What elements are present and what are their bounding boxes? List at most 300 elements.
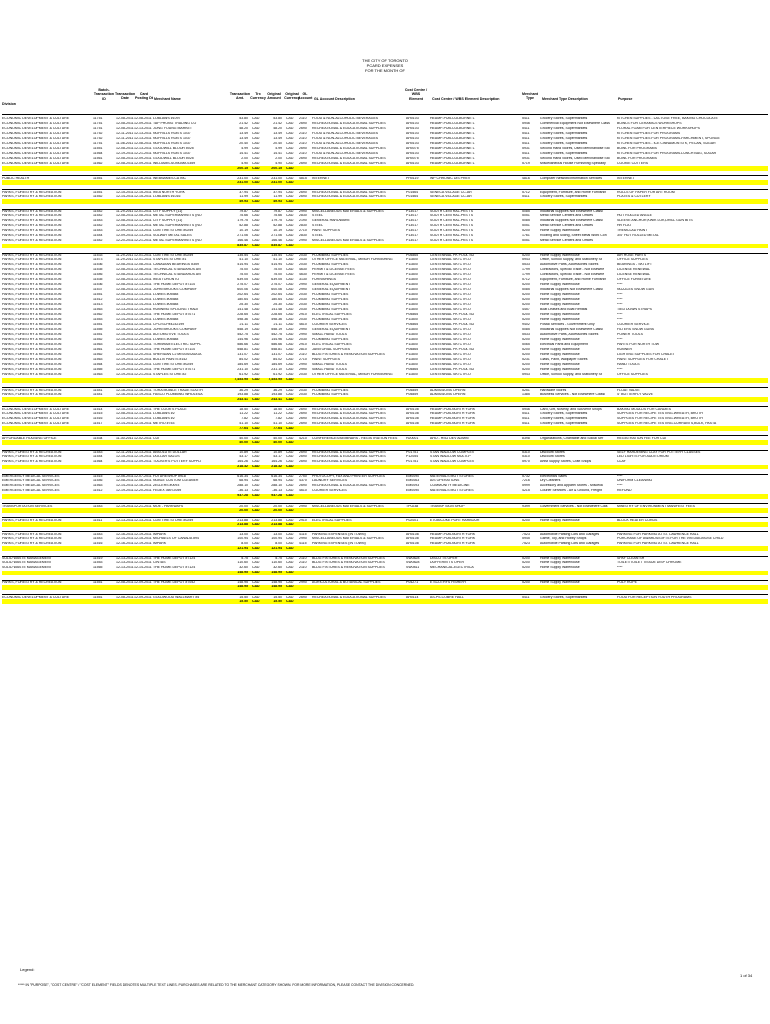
cell-batch-id: 11565 bbox=[93, 566, 103, 570]
cell-original-currency: CAD bbox=[286, 303, 294, 307]
cell-original-amount: 20.00 bbox=[273, 504, 282, 508]
cell-merchant-type-description: Electronics Sales bbox=[540, 475, 567, 479]
cell-transaction-amount: 43.17 bbox=[239, 455, 248, 459]
cell-purpose: OFFICE SUPPLIES bbox=[617, 373, 648, 377]
cell-division: PARKS, FORESTRY & RECREATION bbox=[2, 318, 62, 322]
cell-gl-account: 4630 bbox=[299, 273, 307, 277]
cell-merchant-type-description: Equipment, Furniture, and Home Furnishin bbox=[540, 278, 607, 282]
cell-cost-centre-description: SOUTH CENTRAL-PKS TS bbox=[430, 219, 474, 223]
cell-posting-date: 12-09-2011 bbox=[134, 156, 152, 160]
cell-transaction-amount: 13.49 bbox=[239, 136, 248, 140]
cell-merchant-type: 5943 bbox=[522, 373, 530, 377]
cell-original-amount: 2.00 bbox=[275, 156, 282, 160]
cell-transaction-date: 12-14-2011 bbox=[116, 536, 134, 540]
cell-merchant-name: GOLDWOOD WALLMART #4 bbox=[153, 595, 200, 599]
cell-purpose: INTERNET bbox=[617, 176, 635, 180]
cell-merchant-type: 5200 bbox=[522, 561, 530, 565]
cell-trx-currency: CAD bbox=[252, 397, 260, 401]
cell-trx-currency: CAD bbox=[252, 293, 260, 297]
cell-cost-centre-description: CENTENNIAL SKI CTR-O bbox=[430, 373, 471, 377]
cell-gl-description: PLUMBING SUPPLIES bbox=[312, 338, 349, 342]
cell-purpose: COOKIE CUTTERS bbox=[617, 161, 649, 165]
subtotal-row bbox=[2, 508, 768, 513]
col-header-cost-centre: Cost Centre / WBS Element bbox=[404, 88, 428, 101]
cell-gl-account: 2990 bbox=[299, 239, 307, 243]
cell-merchant-type-description: Grocery Stores, Supermarkets bbox=[540, 411, 588, 415]
cell-trx-currency: CAD bbox=[252, 268, 260, 272]
cell-original-currency: CAD bbox=[286, 116, 294, 120]
cell-gl-description: GENERAL EQUIPMENT bbox=[312, 328, 351, 332]
cell-transaction-amount: 218.32 bbox=[237, 465, 248, 469]
cell-purpose: SLEEVE ANCHOR,KWIK LOK,DRILL GUN BITS bbox=[617, 219, 693, 223]
cell-purpose: OFFICE SUPPLIES bbox=[617, 258, 648, 262]
cell-division: PARKS, FORESTRY & RECREATION bbox=[2, 273, 62, 277]
cell-cost-centre: AH0108 bbox=[406, 421, 419, 425]
cell-original-currency: CAD bbox=[286, 460, 294, 464]
cell-cost-centre-description: CENTENNIAL SKI CTR-O bbox=[430, 318, 471, 322]
cell-transaction-date: 12-08-2011 bbox=[116, 224, 134, 228]
cell-division: PARKS, FORESTRY & RECREATION bbox=[2, 268, 62, 272]
cell-transaction-amount: 15.50 bbox=[239, 595, 248, 599]
cell-merchant-type: 5712 bbox=[522, 190, 530, 194]
cell-gl-account: 2690 bbox=[299, 421, 307, 425]
cell-batch-id: 11541 bbox=[93, 388, 103, 392]
cell-transaction-date: 12-08-2011 bbox=[116, 219, 134, 223]
cell-original-currency: CAD bbox=[286, 229, 294, 233]
cell-trx-currency: CAD bbox=[252, 161, 260, 165]
cell-gl-description: RECREATIONAL & EDUCATIONAL SUPPLIES bbox=[312, 194, 386, 198]
cell-gl-account: 2030 bbox=[299, 388, 307, 392]
cell-transaction-amount: 14.41 bbox=[239, 151, 248, 155]
cell-cost-centre: P05865 bbox=[406, 368, 419, 372]
cell-merchant-name: THE HOME DEPOT #7071 bbox=[153, 313, 196, 317]
cell-transaction-amount: 41.10 bbox=[239, 421, 248, 425]
col-header-cost-centre-description: Cost Centre / WBS Element Description bbox=[432, 97, 500, 101]
cell-cost-centre: AH0103 bbox=[406, 116, 419, 120]
cell-gl-account: 2110 bbox=[299, 561, 307, 565]
cell-gl-description: LAUNDRY SERVICES bbox=[312, 479, 348, 483]
cell-gl-account: 2690 bbox=[299, 161, 307, 165]
cell-transaction-amount: 121.94 bbox=[237, 546, 248, 550]
cell-gl-description: RECREATIONAL & EDUCATIONAL SUPPLIES bbox=[312, 451, 386, 455]
cell-cost-centre: AH0103 bbox=[406, 136, 419, 140]
cell-merchant-type: 5200 bbox=[522, 348, 530, 352]
cell-gl-description: FURNISHINGS bbox=[312, 278, 337, 282]
cell-merchant-type-description: Home Supply Warehouse bbox=[540, 229, 580, 233]
cell-merchant-type: 5200 bbox=[522, 318, 530, 322]
cell-cost-centre: P11800 bbox=[406, 318, 418, 322]
cell-cost-centre-description: SENECA VILLAGE CC-AR bbox=[430, 194, 472, 198]
cell-cost-centre: P11800 bbox=[406, 263, 418, 267]
cell-cost-centre-description: WP CHRONIC DIS PREV bbox=[430, 176, 471, 180]
cell-cost-centre-description: SENECA VILLAGE CC-AR bbox=[430, 190, 472, 194]
cell-batch-id: 11551 bbox=[93, 333, 103, 337]
cell-transaction-amount: 75.00 bbox=[239, 273, 248, 277]
cell-original-amount: 10.89 bbox=[273, 451, 282, 455]
cell-merchant-type: 4816 bbox=[522, 176, 530, 180]
cell-original-amount: 193.88 bbox=[271, 392, 282, 396]
cell-division: PARKS, FORESTRY & RECREATION bbox=[2, 288, 62, 292]
cell-original-amount: 75.00 bbox=[273, 273, 282, 277]
cell-original-currency: CAD bbox=[286, 161, 294, 165]
cell-gl-description: PLUMBING SUPPLIES bbox=[312, 303, 349, 307]
cell-trx-currency: CAD bbox=[252, 199, 260, 203]
cell-original-currency: CAD bbox=[286, 373, 294, 377]
cell-original-currency: CAD bbox=[286, 504, 294, 508]
cell-gl-account: 2990 bbox=[299, 283, 307, 287]
cell-merchant-type: 5946 bbox=[522, 407, 530, 411]
subtotal-row bbox=[2, 571, 768, 576]
cell-gl-account: 2690 bbox=[299, 460, 307, 464]
cell-cost-centre-description: HEAMP-PUB-NORTH YORK bbox=[430, 532, 476, 536]
cell-gl-description: PAINT SUPPLIES bbox=[312, 358, 341, 362]
cell-merchant-type-description: Automotive Parts, Accessories Stores bbox=[540, 333, 599, 337]
cell-division: PARKS, FORESTRY & RECREATION bbox=[2, 190, 62, 194]
cell-batch-id: 11536 bbox=[93, 263, 103, 267]
cell-gl-account: 2110 bbox=[299, 557, 307, 561]
cell-gl-description: RECREATIONAL & EDUCATIONAL SUPPLIES bbox=[312, 121, 386, 125]
cell-merchant-name: FUTURESHOP #918 bbox=[153, 475, 186, 479]
cell-gl-description: OTHER OFFICE MATERIAL, MINOR FURNISHING bbox=[312, 373, 393, 377]
cell-cost-centre: SW0828 bbox=[406, 561, 420, 565]
cell-gl-account: 2110 bbox=[299, 566, 307, 570]
cell-merchant-type: 5200 bbox=[522, 368, 530, 372]
cell-original-amount: 32.60 bbox=[273, 566, 282, 570]
cell-trx-currency: CAD bbox=[252, 489, 260, 493]
cell-original-currency: CAD bbox=[286, 288, 294, 292]
cell-original-currency: CAD bbox=[286, 323, 294, 327]
cell-original-currency: CAD bbox=[286, 214, 294, 218]
cell-posting-date: 12-15-2011 bbox=[134, 323, 152, 327]
subtotal-row bbox=[2, 180, 768, 185]
cell-posting-date: 12-02-2011 bbox=[134, 436, 152, 440]
cell-merchant-type-description: Grocery Stores, Supermarkets bbox=[540, 421, 588, 425]
cell-transaction-date: 12-08-2011 bbox=[116, 161, 134, 165]
cell-transaction-date: 12-08-2011 bbox=[116, 126, 134, 130]
cell-merchant-name: MOE - PARKWAYS bbox=[153, 504, 184, 508]
cell-transaction-amount: 498.36 bbox=[237, 318, 248, 322]
cell-original-amount: 7,453.95 bbox=[268, 378, 282, 382]
cell-merchant-type-description: Dry Cleaners bbox=[540, 479, 561, 483]
cell-original-amount: 84.02 bbox=[273, 358, 282, 362]
cell-purpose: **** bbox=[617, 313, 623, 317]
cell-merchant-type: 5411 bbox=[522, 141, 530, 145]
cell-cost-centre: P11800 bbox=[406, 293, 418, 297]
cell-posting-date: 12-08-2011 bbox=[134, 214, 152, 218]
cell-gl-account: 4610 bbox=[299, 489, 307, 493]
cell-division: PARKS, FORESTRY & RECREATION bbox=[2, 338, 62, 342]
cell-transaction-amount: 131.07 bbox=[237, 353, 248, 357]
cell-original-currency: CAD bbox=[286, 475, 294, 479]
cell-original-currency: CAD bbox=[286, 308, 294, 312]
cell-merchant-type-description: Home Supply Warehouse bbox=[540, 293, 580, 297]
cell-original-currency: CAD bbox=[286, 258, 294, 262]
cell-merchant-name: STAPLES STORE #1 bbox=[153, 258, 187, 262]
cell-merchant-type: 5085 bbox=[522, 328, 530, 332]
cell-division: ECONOMIC DEVELOPMENT & CULTURE bbox=[2, 131, 70, 135]
cell-trx-currency: CAD bbox=[252, 258, 260, 262]
cell-gl-description: RECREATIONAL & EDUCATIONAL SUPPLIES bbox=[312, 161, 386, 165]
cell-purpose: LIGHTING SUPPLIES FOR CHALET bbox=[617, 353, 675, 357]
cell-division: PARKS, FORESTRY & RECREATION bbox=[2, 358, 62, 362]
cell-transaction-amount: 231.10 bbox=[237, 368, 248, 372]
cell-gl-description: PERMIT & LICENSE FEES bbox=[312, 268, 355, 272]
cell-purpose: FLORAL FOAM FOR CENTERPIECE WORKSHOPS bbox=[617, 126, 700, 130]
cell-original-amount: 558.81 bbox=[271, 348, 282, 352]
cell-transaction-date: 12-08-2011 bbox=[116, 263, 134, 267]
cell-merchant-type: 4457 bbox=[522, 308, 530, 312]
cell-division: PARKS, FORESTRY & RECREATION bbox=[2, 373, 62, 377]
cell-gl-account: 2990 bbox=[299, 288, 307, 292]
cell-cost-centre-description: ETOBICOKE PORT HARBOUR bbox=[430, 518, 480, 522]
cell-merchant-name: GOODWILL BLOOR #025 bbox=[153, 156, 194, 160]
cell-original-amount: 616.34 bbox=[271, 475, 282, 479]
cell-posting-date: 12-01-2011 bbox=[134, 210, 152, 214]
cell-transaction-amount: 77.64 bbox=[239, 426, 248, 430]
cell-division: PARKS, FORESTRY & RECREATION bbox=[2, 229, 62, 233]
cell-gl-account: 2910 bbox=[299, 343, 307, 347]
cell-transaction-date: 12-19-2011 bbox=[116, 151, 134, 155]
cell-cost-centre: AH0108 bbox=[406, 416, 419, 420]
cell-original-currency: CAD bbox=[286, 268, 294, 272]
cell-posting-date: 12-08-2011 bbox=[134, 273, 152, 277]
cell-posting-date: 12-13-2011 bbox=[134, 126, 152, 130]
cell-transaction-amount: 75.00 bbox=[239, 268, 248, 272]
cell-purpose: HOT ROLLED ANGLE bbox=[617, 214, 652, 218]
cell-purpose: REGISTRATION FEE FOR CUI bbox=[617, 436, 667, 440]
cell-posting-date: 12-15-2011 bbox=[134, 313, 152, 317]
subtotal-row bbox=[2, 440, 768, 445]
cell-trx-currency: CAD bbox=[252, 156, 260, 160]
cell-batch-id: 11565 bbox=[93, 368, 103, 372]
cell-original-currency: CAD bbox=[286, 131, 294, 135]
cell-cost-centre-description: CENTENNIAL SKI CTR-O bbox=[430, 263, 471, 267]
cell-posting-date: 12-19-2011 bbox=[134, 348, 152, 352]
cell-gl-account: 2690 bbox=[299, 146, 307, 150]
cell-cost-centre-description: SOUTH CENTRAL-PKS TS bbox=[430, 210, 474, 214]
cell-cost-centre-description: AS-PS-COBRE HALL bbox=[430, 595, 464, 599]
cell-cost-centre: P11800 bbox=[406, 273, 418, 277]
cell-gl-description: PAINT SUPPLIES bbox=[312, 229, 341, 233]
cell-original-currency: CAD bbox=[286, 298, 294, 302]
cell-transaction-date: 12-06-2011 bbox=[116, 475, 134, 479]
cell-gl-account: 2990 bbox=[299, 210, 307, 214]
cell-original-currency: CAD bbox=[286, 440, 294, 444]
legend-note: ***** IN "PURPOSE", "COST CENTRE" / "COST ELEMENT" FIELDS DENOTES MULTIPLE TEXT LINES. PURCHASES ARE RELATED TO THE MERCHANT CATEGORY SHOWN. FOR MORE INFORMATION, PLEASE CONTACT THE DIVISION CONCERNED. bbox=[18, 983, 415, 987]
cell-trx-currency: CAD bbox=[252, 479, 260, 483]
cell-gl-description: PHOTOCOPY, FAX AND PRINTER SUPPLIES bbox=[312, 475, 386, 479]
cell-merchant-type-description: Home Supply Warehouse bbox=[540, 581, 580, 585]
cell-original-amount: 21.11 bbox=[273, 323, 282, 327]
cell-cost-centre-description: CENTENNIAL PK POOL SU bbox=[430, 323, 475, 327]
legend-label: Legend: bbox=[20, 967, 35, 972]
cell-cost-centre-description: CENTENNIAL SKI CTR-O bbox=[430, 328, 471, 332]
cell-purpose: COURIER SERVICE bbox=[617, 323, 650, 327]
cell-trx-currency: CAD bbox=[252, 504, 260, 508]
cell-original-amount: 148.95 bbox=[271, 571, 282, 575]
cell-original-amount: 7.82 bbox=[275, 416, 282, 420]
subtotal-row bbox=[2, 585, 768, 590]
cell-original-currency: CAD bbox=[286, 484, 294, 488]
cell-division: EMERGENCY MEDICAL SERVICES bbox=[2, 475, 60, 479]
cell-gl-description: STEEL bbox=[312, 214, 324, 218]
cell-transaction-amount: 53.80 bbox=[239, 116, 248, 120]
col-header-batch-id: Batch- Transaction ID bbox=[93, 88, 115, 101]
cell-merchant-type-description: Glass, Paint, Wallpaper Stores bbox=[540, 358, 588, 362]
cell-gl-description: PLUMBING SUPPLIES bbox=[312, 388, 349, 392]
cell-trx-currency: CAD bbox=[252, 353, 260, 357]
cell-posting-date: 12-19-2011 bbox=[134, 455, 152, 459]
cell-gl-description: PLUMBING SUPPLIES bbox=[312, 298, 349, 302]
cell-division: ECONOMIC DEVELOPMENT & CULTURE bbox=[2, 116, 70, 120]
cell-trx-currency: CAD bbox=[252, 358, 260, 362]
cell-original-amount: 40.00 bbox=[273, 440, 282, 444]
cell-division: PARKS, FORESTRY & RECREATION bbox=[2, 283, 62, 287]
cell-division: SOLID WASTE MANAGEMENT bbox=[2, 561, 52, 565]
cell-purpose: TOILET/TOILET TISSUE DISP CHROME bbox=[617, 561, 682, 565]
cell-cost-centre-description: MATERIALS MGT STORES bbox=[430, 489, 474, 493]
cell-posting-date: 12-13-2011 bbox=[134, 136, 152, 140]
cell-posting-date: 12-01-2011 bbox=[134, 258, 152, 262]
cell-merchant-type: 5200 bbox=[522, 518, 530, 522]
cell-cost-centre-description: HEAMP-PUB-NORTH YORK bbox=[430, 421, 476, 425]
cell-trx-currency: CAD bbox=[252, 522, 260, 526]
cell-purpose: LICENSE RENEWAL bbox=[617, 273, 651, 277]
cell-merchant-type: 9402 bbox=[522, 323, 530, 327]
cell-transaction-date: 12-15-2011 bbox=[116, 328, 134, 332]
cell-merchant-type-description: Grocery Stores, Supermarkets bbox=[540, 151, 588, 155]
cell-gl-description: BLDG FIXTURES & RENOVATION SUPPLIES bbox=[312, 353, 385, 357]
cell-merchant-type-description: Home Supply Warehouse bbox=[540, 303, 580, 307]
cell-purpose: BOWLS FOR CERAMICS WORKSHOPS bbox=[617, 121, 682, 125]
cell-original-currency: CAD bbox=[286, 536, 294, 540]
cell-original-currency: CAD bbox=[286, 273, 294, 277]
cell-cost-centre: P04271 bbox=[406, 581, 419, 585]
cell-batch-id: 11516 bbox=[93, 541, 103, 545]
cell-trx-currency: CAD bbox=[252, 224, 260, 228]
cell-original-amount: 5.75 bbox=[275, 557, 282, 561]
cell-cost-centre-description: CENTENNIAL SKI CTR-O bbox=[430, 358, 471, 362]
cell-merchant-type-description: Hardware Stores bbox=[540, 388, 567, 392]
cell-purpose: **** bbox=[617, 368, 623, 372]
cell-original-currency: CAD bbox=[286, 293, 294, 297]
cell-transaction-amount: 11.99 bbox=[239, 194, 248, 198]
cell-gl-account: 2110 bbox=[299, 116, 307, 120]
cell-merchant-type: 5411 bbox=[522, 151, 530, 155]
cell-original-amount: 271.06 bbox=[271, 234, 282, 238]
cell-merchant-name: TORBRAM ELECTRIC SUPPL bbox=[153, 343, 202, 347]
cell-posting-date: 12-15-2011 bbox=[134, 194, 152, 198]
cell-division: ECONOMIC DEVELOPMENT & CULTURE bbox=[2, 141, 70, 145]
cell-gl-account: 2690 bbox=[299, 451, 307, 455]
cell-posting-date: 12-08-2011 bbox=[134, 141, 152, 145]
cell-original-currency: CAD bbox=[286, 358, 294, 362]
cell-merchant-type-description: Home Supply Warehouse bbox=[540, 283, 580, 287]
cell-merchant-name: METAL SUPERMARKETS (NO bbox=[153, 224, 202, 228]
cell-cost-centre: P13017 bbox=[406, 239, 419, 243]
cell-original-amount: 61.92 bbox=[273, 373, 282, 377]
cell-purpose: HR FLAT bbox=[617, 224, 632, 228]
cell-batch-id: 11752 bbox=[93, 136, 103, 140]
cell-posting-date: 12-20-2011 bbox=[134, 343, 152, 347]
cell-cost-centre-description: CENTENNIAL SKI CTR-O bbox=[430, 273, 471, 277]
cell-trx-currency: CAD bbox=[252, 219, 260, 223]
cell-cost-centre: P05865 bbox=[406, 348, 419, 352]
cell-cost-centre: AH0108 bbox=[406, 536, 419, 540]
cell-gl-account: 2030 bbox=[299, 392, 307, 396]
cell-gl-description: ELECTRICAL SUPPLIES bbox=[312, 518, 352, 522]
cell-purpose: KITCHEN SUPPLIES FOR PROGRAMS-PARCHMENT, SPONGE bbox=[617, 136, 720, 140]
cell-cost-centre-description: HEAMP-PUB-COLBORNE L bbox=[430, 136, 475, 140]
cell-cost-centre-description: HEAMP-PUB-COLBORNE L bbox=[430, 116, 475, 120]
cell-original-currency: CAD bbox=[286, 388, 294, 392]
cell-merchant-name: NOFRILLS ROB S 1037 bbox=[153, 151, 191, 155]
cell-trx-currency: CAD bbox=[252, 298, 260, 302]
cell-merchant-type: 7216 bbox=[522, 479, 530, 483]
report-title bbox=[300, 58, 470, 74]
cell-original-currency: CAD bbox=[286, 557, 294, 561]
cell-merchant-type: 5200 bbox=[522, 581, 530, 585]
cell-merchant-name: THE HOME DEPOT #7124 bbox=[153, 566, 196, 570]
cell-batch-id: 11533 bbox=[93, 254, 103, 258]
cell-merchant-type: 5533 bbox=[522, 333, 530, 337]
cell-trx-currency: CAD bbox=[252, 180, 260, 184]
cell-original-currency: CAD bbox=[286, 180, 294, 184]
cell-gl-description: RECREATIONAL & EDUCATIONAL SUPPLIES bbox=[312, 421, 386, 425]
cell-gl-description: RECREATIONAL & EDUCATIONAL SUPPLIES bbox=[312, 156, 386, 160]
cell-cost-centre: TP0238 bbox=[406, 504, 419, 508]
cell-merchant-name: SOLWAY METAL SALES bbox=[153, 234, 192, 238]
cell-original-amount: 131.07 bbox=[271, 353, 282, 357]
cell-division: PARKS, FORESTRY & RECREATION bbox=[2, 388, 62, 392]
cell-merchant-type-description: Grocery Stores, Supermarkets bbox=[540, 131, 588, 135]
cell-merchant-type: 5200 bbox=[522, 338, 530, 342]
cell-gl-account: 2110 bbox=[299, 136, 307, 140]
cell-merchant-type: 5065 bbox=[522, 343, 530, 347]
cell-division: ECONOMIC DEVELOPMENT & CULTURE bbox=[2, 151, 70, 155]
cell-original-currency: CAD bbox=[286, 522, 294, 526]
cell-merchant-name: LOBLAWS #2 bbox=[153, 411, 175, 415]
cell-batch-id: 11512 bbox=[93, 298, 103, 302]
cell-transaction-amount: 79.87 bbox=[239, 210, 248, 214]
subtotal-row bbox=[2, 199, 768, 204]
cell-gl-account: 4115 bbox=[299, 541, 307, 545]
cell-batch-id: 11543 bbox=[93, 229, 103, 233]
cell-purpose: **** bbox=[617, 293, 623, 297]
cell-original-amount: 15.50 bbox=[273, 599, 282, 603]
cell-cost-centre-description: CENTENNIAL SKI CTR-O bbox=[430, 298, 471, 302]
cell-original-currency: CAD bbox=[286, 313, 294, 317]
subtotal-row bbox=[2, 599, 768, 604]
cell-gl-description: FOOD & NON-ALCOHOLIC BEVERAGES bbox=[312, 136, 379, 140]
cell-transaction-amount: 141.48 bbox=[237, 308, 248, 312]
cell-merchant-name: THE HOME DEPOT #7114 bbox=[153, 283, 195, 287]
cell-transaction-date: 12-08-2011 bbox=[116, 121, 134, 125]
cell-gl-description: RECREATIONAL & EDUCATIONAL SUPPLIES bbox=[312, 146, 386, 150]
cell-transaction-date: 12-13-2011 bbox=[116, 298, 134, 302]
cell-original-currency: CAD bbox=[286, 599, 294, 603]
cell-batch-id: 11543 bbox=[93, 504, 103, 508]
subtotal-row bbox=[2, 494, 768, 499]
cell-purpose: SUPPLIES FOR RECIPE TESTING-WREATH, BROTH bbox=[617, 416, 703, 420]
subtotal-row bbox=[2, 166, 768, 171]
cell-purpose: PLATES & CUTLERY bbox=[617, 194, 651, 198]
cell-merchant-type-description: Home Supply Warehouse bbox=[540, 561, 580, 565]
cell-transaction-amount: 52.88 bbox=[239, 224, 248, 228]
cell-transaction-amount: 18.50 bbox=[239, 407, 248, 411]
cell-division: PARKS, FORESTRY & RECREATION bbox=[2, 263, 62, 267]
cell-cost-centre: AH0103 bbox=[406, 161, 419, 165]
